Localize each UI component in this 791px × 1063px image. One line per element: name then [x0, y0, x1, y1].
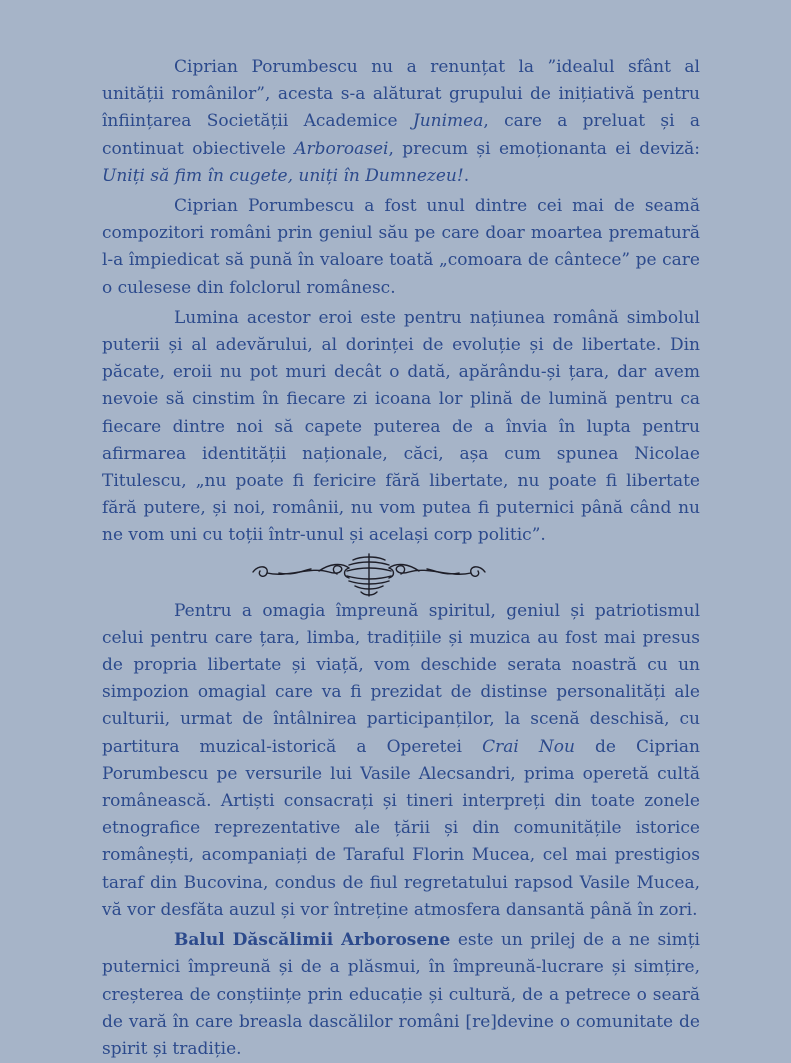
italic-motto: Uniți să fim în cugete, uniți în Dumnezeu!	[102, 165, 464, 186]
document-body	[102, 54, 700, 1063]
text-run: este un prilej de a ne simți puternici împreună și de a plăsmui, în împreună-lucrare și simțire, creșterea de conștiințe prin educație și cultură, de a petrece o seară de vară în care breasla dascălilor români [re]devine o comunitate de spirit și tradiție.	[102, 930, 700, 1059]
text-run: , precum și emoționanta ei deviză:	[388, 138, 700, 159]
italic-crai-nou: Crai Nou	[482, 736, 575, 757]
paragraph-balul	[102, 927, 700, 1063]
paragraph-composer: Ciprian Porumbescu a fost unul dintre cei mai de seamă compozitori români prin geniul său pe care doar moartea prematură l-a împiedicat să pună în valoare toată „comoara de cântece” pe care o culesese din folclorul românesc.	[102, 196, 700, 298]
text-run: .	[463, 165, 470, 186]
text-run: de Ciprian Porumbescu pe versurile lui Vasile Alecsandri, prima operetă cultă românească. Artiști consacrați și tineri interpreți din toate zonele etnografice reprezentative ale țării și din comunitățile istorice românești, acompaniați de Taraful Florin Mucea, cel mai prestigios taraf din Bucovina, condus de fiul regretatului rapsod Vasile Mucea, vă vor desfăta auzul și vor întreține atmosfera dansantă până în zori.	[102, 736, 700, 920]
bold-event-name: Balul Dăscălimii Arborosene	[174, 930, 451, 951]
italic-junimea: Junimea	[412, 111, 484, 132]
text-run: Ciprian Porumbescu nu a renunțat la ”idealul sfânt al unității românilor”, acesta s-a alăturat grupului de inițiativă pentru înființarea Societății Academice	[102, 57, 700, 132]
text-run: , care a preluat și a continuat obiectivele	[102, 111, 700, 159]
text-run: Pentru a omagia împreună spiritul, geniul și patriotismul celui pentru care țara, limba, tradițiile și muzica au fost mai presus de propria libertate și viață, vom deschide serata noastră cu un simpozion omagial care va fi prezidat de distinse personalități ale culturii, urmat de întâlnirea participanților, la scenă deschisă, cu partitura muzical-istorică a Operetei	[102, 600, 700, 757]
paragraph-heroes: Lumina acestor eroi este pentru națiunea română simbolul puterii și al adevărului, al dorinței de evoluție și de libertate. Din păcate, eroii nu pot muri decât o dată, apărându-și țara, dar avem nevoie să cinstim în fiecare zi icoana lor plină de lumină pentru ca fiecare dintre noi să capete puterea de a învia în lupta pentru afirmarea identității naționale, căci, așa cum spunea Nicolae Titulescu, „nu poate fi fericire fără libertate, nu poate fi libertate fără putere, și noi, românii, nu vom putea fi puternici până când nu ne vom uni cu toții într-unul și același corp politic”.	[102, 307, 700, 546]
flourish-divider-icon	[102, 552, 700, 598]
paragraph-porumbescu-junimea	[102, 54, 700, 190]
paragraph-serata	[102, 598, 700, 924]
italic-arboroasei: Arboroasei	[294, 138, 389, 159]
